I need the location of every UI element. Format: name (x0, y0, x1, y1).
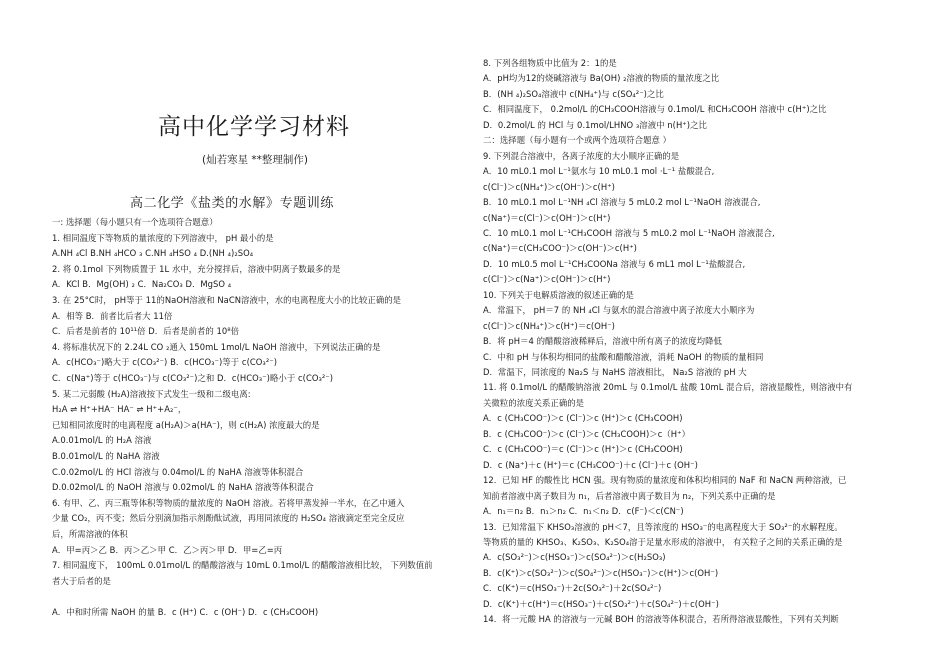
text-line: 10. 下列关于电解质溶液的叙述正确的是 (483, 289, 634, 300)
text-line: C．c(K⁺)＝c(HSO₃⁻)＋2c(SO₃²⁻)＋2c(SO₄²⁻) (483, 583, 662, 594)
text-line: 6. 有甲、乙、丙三瓶等体积等物质的量浓度的 NaOH 溶液。若将甲蒸发掉一半水，在乙中通入 (52, 497, 405, 508)
text-line: 一: 选择题（每小题只有一个选项符合题意） (52, 217, 218, 227)
text-line: A．c (CH₃COO⁻)＞c (Cl⁻)＞c (H⁺)＞c (CH₃COOH) (483, 413, 683, 424)
document-title: 高中化学学习材料 (158, 114, 350, 140)
text-line: B．将 pH＝4 的醋酸溶液稀释后，溶液中所有离子的浓度均降低 (483, 336, 722, 347)
text-line: A．相等 B．前者比后者大 11倍 (52, 310, 173, 321)
text-line: 4. 将标准状况下的 2.24L CO ₂通入 150mL 1mol/L NaOH 溶液中，下列说法正确的是 (52, 341, 381, 352)
text-line: A．KCl B．Mg(OH) ₂ C．Na₂CO₃ D．MgSO ₄ (52, 279, 232, 290)
text-line: C．相同温度下， 0.2mol/L 的CH₃COOH溶液与 0.1mol/L 和CH₃COOH 溶液中 c(H⁺)之比 (483, 104, 827, 115)
text-line: A．常温下， pH＝7 的 NH ₄Cl 与氨水的混合溶液中离子浓度大小顺序为 (483, 305, 755, 316)
text-line: 关微粒的浓度关系正确的是 (483, 397, 585, 408)
text-line: 9. 下列混合溶液中，各离子浓度的大小顺序正确的是 (483, 150, 680, 161)
text-line: D．常温下，同浓度的 Na₂S 与 NaHS 溶液相比， Na₂S 溶液的 pH 大 (483, 367, 747, 377)
text-line: 二：选择题（每小题有一个或两个选项符合题意 ） (483, 135, 672, 146)
text-line: C．c(Na⁺)等于 c(HCO₃⁻)与 c(CO₃²⁻)之和 D．c(HCO₃⁻)略小于 c(CO₃²⁻) (52, 373, 334, 383)
text-line: 知前者溶液中离子数目为 n₁，后者溶液中离子数目为 n₂，下列关系中正确的是 (483, 490, 776, 501)
text-line: A．c(HCO₃⁻)略大于 c(CO₃²⁻) B．c(HCO₃⁻)等于 c(CO₃²⁻) (52, 357, 278, 368)
text-line: 后，所需溶液的体积 (52, 529, 128, 539)
text-line: D．c(K⁺)＋c(H⁺)＝c(HSO₃⁻)＋c(SO₃²⁻)＋c(SO₄²⁻)＋c(OH⁻) (483, 598, 719, 609)
text-line: A.NH ₄Cl B.NH ₄HCO ₃ C.NH ₄HSO ₄ D.(NH ₄)₂SO₄ (52, 248, 254, 259)
text-line: B.0.01mol/L 的 NaHA 溶液 (52, 451, 160, 461)
text-line: C．c (CH₃COO⁻)＝c (Cl⁻)＞c (H⁺)＞c (CH₃COOH) (483, 444, 683, 455)
text-line: A．n₁＝n₂ B．n₁＞n₂ C．n₁＜n₂ D．c(F⁻)＜c(CN⁻) (483, 506, 684, 517)
text-line: 14．将一元酸 HA 的溶液与一元碱 BOH 的溶液等体积混合，若所得溶液显酸性，下列有关判断 (483, 614, 839, 625)
text-line: 少量 CO₂，丙不变；然后分别滴加指示剂酚酞试液，再用同浓度的 H₂SO₄ 溶液滴定至完全反应 (52, 513, 405, 524)
text-line: C．后者是前者的 10¹¹倍 D．后者是前者的 10⁸倍 (52, 326, 240, 337)
text-line: 13．已知常温下 KHSO₃溶液的 pH＜7，且等浓度的 HSO₃⁻的电离程度大于 SO₃²⁻的水解程度。 (483, 521, 843, 532)
text-line: B．10 mL0.1 mol L⁻¹NH ₄Cl 溶液与 5 mL0.2 mol L⁻¹NaOH 溶液混合, (483, 197, 761, 208)
text-line: C．10 mL0.1 mol L⁻¹CH₃COOH 溶液与 5 mL0.2 mol L⁻¹NaOH 溶液混合, (483, 227, 775, 238)
text-line: 8. 下列各组物质中比值为 2：1的是 (483, 58, 617, 68)
text-line: A.0.01mol/L 的 H₂A 溶液 (52, 435, 152, 446)
text-line: D．c (Na⁺)＋c (H⁺)＝c (CH₃COO⁻)＋c (Cl⁻)＋c (OH⁻) (483, 459, 698, 470)
text-line: A．pH均为12的烧碱溶液与 Ba(OH) ₂溶液的物质的量浓度之比 (483, 73, 720, 84)
text-line: B．c(K⁺)＞c(SO₃²⁻)＞c(SO₄²⁻)＞c(HSO₃⁻)＞c(H⁺)＞c(OH⁻) (483, 567, 719, 578)
text-line: 1. 相同温度下等物质的量浓度的下列溶液中， pH 最小的是 (52, 232, 274, 243)
text-line: C．中和 pH 与体积均相同的盐酸和醋酸溶液，消耗 NaOH 的物质的量相同 (483, 351, 764, 362)
text-line: 已知相同浓度时的电离程度 a(H₂A)＞a(HA⁻)，则 c(H₂A) 浓度最大的是 (52, 419, 320, 430)
text-line: A．10 mL0.1 mol L⁻¹氨水与 10 mL0.1 mol ·L⁻¹ 盐酸混合, (483, 166, 715, 177)
text-line: 12．已知 HF 的酸性比 HCN 强。现有物质的量浓度和体积均相同的 NaF 和 NaCN 两种溶液，已 (483, 475, 847, 486)
text-line: H₂A ⇌ H⁺+HA⁻ HA⁻ ⇌ H⁺+A₂⁻， (52, 404, 187, 415)
text-line: B．(NH ₄)₂SO₄溶液中 c(NH₄⁺)与 c(SO₄²⁻)之比 (483, 88, 664, 99)
text-line: C.0.02mol/L 的 HCl 溶液与 0.04mol/L 的 NaHA 溶液等体积混合 (52, 466, 304, 477)
paper-title: 高二化学《盐类的水解》专题训练 (130, 196, 335, 211)
text-line: A．中和时所需 NaOH 的量 B．c (H⁺) C．c (OH⁻) D．c (CH₃COOH) (52, 607, 319, 617)
text-line: c(Cl⁻)＞c(NH₄⁺)＞c(OH⁻)＞c(H⁺) (483, 181, 615, 192)
text-line: c(Na⁺)＝c(CH₃COO⁻)＞c(OH⁻)＞c(H⁺) (483, 243, 637, 254)
text-line: c(Cl⁻)＞c(Na⁺)＞c(OH⁻)＞c(H⁺) (483, 274, 611, 285)
text-line: D．0.2mol/L 的 HCl 与 0.1mol/LHNO ₃溶液中 n(H⁺)之比 (483, 119, 707, 130)
text-line: B．c (CH₃COO⁻)＞c (Cl⁻)＞c (CH₃COOH)＞c（H⁺） (483, 428, 691, 439)
text-line: A．甲=丙＞乙 B．丙＞乙＞甲 C．乙＞丙＞甲 D．甲=乙=丙 (52, 544, 283, 555)
text-line: c(Cl⁻)＞c(NH₄⁺)＞c(H⁺)＝c(OH⁻) (483, 320, 615, 331)
text-line: 11. 将 0.1mol/L 的醋酸钠溶液 20mL 与 0.1mol/L 盐酸 10mL 混合后，溶液显酸性，则溶液中有 (483, 382, 853, 393)
text-line: D.0.02mol/L 的 NaOH 溶液与 0.02mol/L 的 NaHA 溶液等体积混合 (52, 482, 314, 493)
text-line: 7. 相同温度下， 100mL 0.01mol/L 的醋酸溶液与 10mL 0.1mol/L 的醋酸溶液相比较， 下列数值前 (52, 560, 433, 571)
text-line: D．10 mL0.5 mol L⁻¹CH₃COONa 溶液与 6 mL1 mol L⁻¹盐酸混合, (483, 258, 746, 269)
text-line: 者大于后者的是 (52, 575, 111, 586)
text-line: 3. 在 25°C时， pH等于 11的NaOH溶液和 NaCN溶液中，水的电离程度大小的比较正确的是 (52, 295, 402, 305)
text-line: 等物质的量的 KHSO₃、K₂SO₃、K₂SO₄溶于足量水形成的溶液中， 有关粒子之间的关系正确的是 (483, 536, 843, 547)
text-line: c(Na⁺)＝c(Cl⁻)＞c(OH⁻)＞c(H⁺) (483, 212, 611, 223)
text-line: 2. 将 0.1mol 下列物质置于 1L 水中，充分搅拌后，溶液中阴离子数最多的是 (52, 263, 341, 274)
document-subtitle: (灿若寒星 **整理制作) (202, 154, 309, 166)
text-line: A．c(SO₃²⁻)＞c(HSO₃⁻)＞c(SO₄²⁻)＞c(H₂SO₃) (483, 552, 666, 563)
text-line: 5. 某二元弱酸 (H₂A)溶液按下式发生一级和二级电离: (52, 388, 251, 399)
